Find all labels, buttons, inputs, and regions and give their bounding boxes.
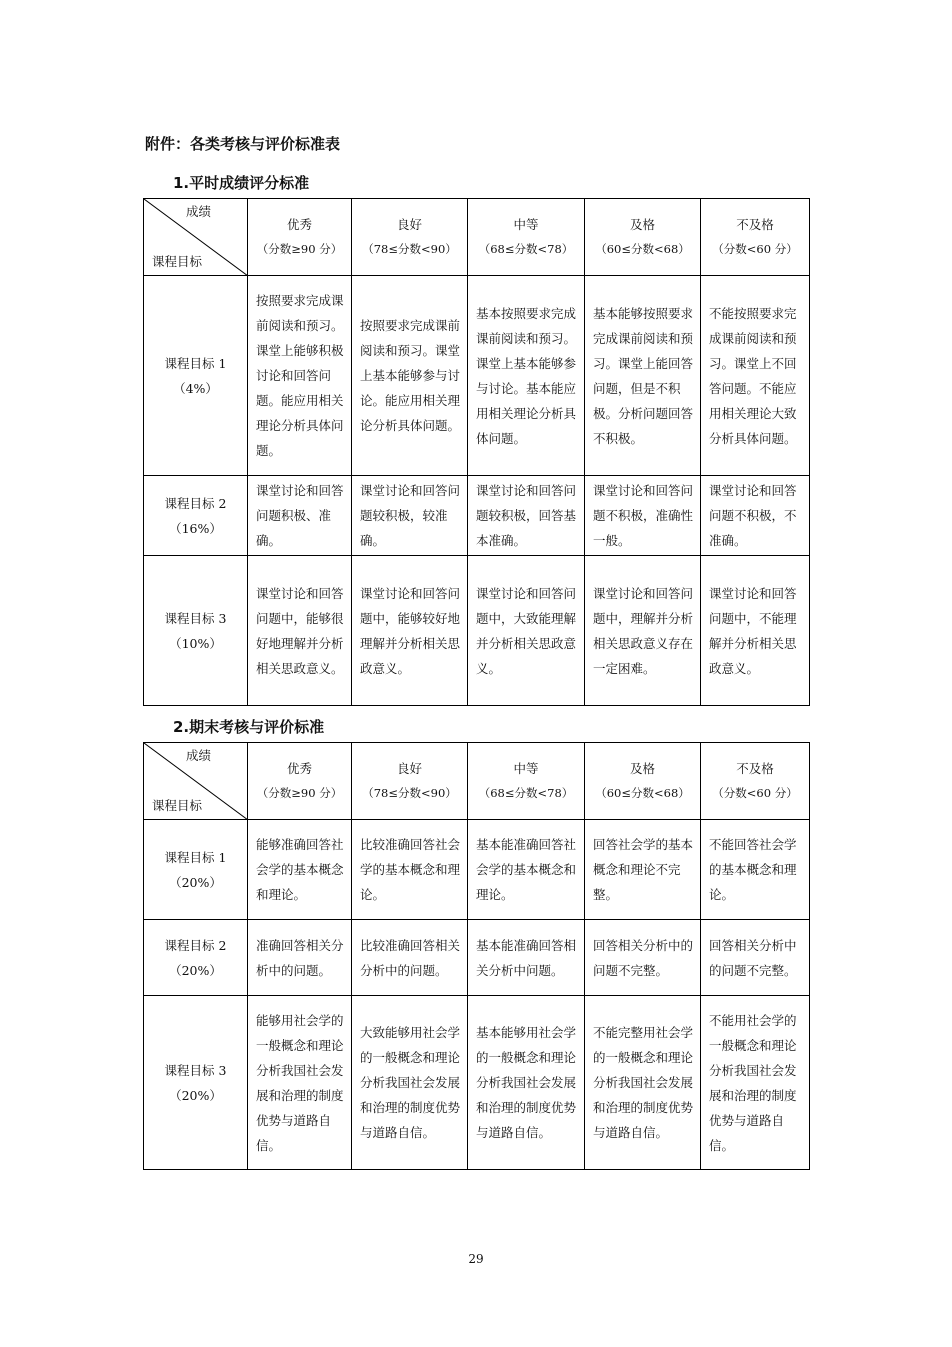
- criteria-cell: 不能回答社会学的基本概念和理论。: [701, 820, 810, 920]
- level-range: （分数<60 分）: [712, 786, 798, 800]
- criteria-cell: 课堂讨论和回答问题较积极，较准确。: [352, 476, 468, 556]
- criteria-cell: 课堂讨论和回答问题中，不能理解并分析相关思政意义。: [701, 556, 810, 706]
- table-header-row: [144, 743, 810, 820]
- criteria-cell: 不能按照要求完成课前阅读和预习。课堂上不回答问题。不能应用相关理论大致分析具体问题。: [701, 276, 810, 476]
- grading-table-2: [143, 742, 810, 1170]
- level-range: （60≤分数<68）: [595, 242, 690, 256]
- criteria-cell: 基本能准确回答相关分析中问题。: [468, 920, 585, 996]
- level-range: （分数<60 分）: [712, 242, 798, 256]
- level-name: 优秀: [286, 217, 312, 232]
- level-name: 良好: [396, 761, 422, 776]
- level-range: （68≤分数<78）: [478, 786, 574, 800]
- goal-weight: （10%）: [169, 635, 222, 651]
- criteria-cell: 能够准确回答社会学的基本概念和理论。: [248, 820, 352, 920]
- criteria-cell: 课堂讨论和回答问题不积极，不准确。: [701, 476, 810, 556]
- table-row: [144, 920, 810, 996]
- level-name: 优秀: [286, 761, 312, 776]
- criteria-cell: 按照要求完成课前阅读和预习。课堂上基本能够参与讨论。能应用相关理论分析具体问题。: [352, 276, 468, 476]
- document-title: 附件：各类考核与评价标准表: [145, 135, 341, 153]
- level-name: 及格: [629, 761, 655, 776]
- criteria-cell: 基本能够按照要求完成课前阅读和预习。课堂上能回答问题，但是不积极。分析问题回答不积极。: [585, 276, 701, 476]
- section-title-1: 1.平时成绩评分标准: [173, 174, 310, 192]
- criteria-cell: 能够用社会学的一般概念和理论分析我国社会发展和治理的制度优势与道路自信。: [248, 996, 352, 1170]
- level-header: [248, 743, 352, 820]
- goal-cell: [144, 920, 248, 996]
- criteria-cell: 基本能准确回答社会学的基本概念和理论。: [468, 820, 585, 920]
- goal-header-label: 课程目标: [152, 254, 203, 269]
- level-name: 不及格: [736, 761, 774, 776]
- goal-label: 课程目标 1: [164, 849, 227, 865]
- goal-header-label: 课程目标: [152, 798, 203, 813]
- grading-table-1: [143, 198, 810, 706]
- level-header: [468, 199, 585, 276]
- level-header: [352, 743, 468, 820]
- level-range: （68≤分数<78）: [478, 242, 574, 256]
- level-header: [248, 199, 352, 276]
- grade-header-label: 成绩: [185, 748, 211, 763]
- table-row: [144, 476, 810, 556]
- section-title-2: 2.期末考核与评价标准: [173, 718, 325, 736]
- level-header: [701, 199, 810, 276]
- level-name: 及格: [629, 217, 655, 232]
- diagonal-header-cell: [144, 743, 248, 820]
- criteria-cell: 比较准确回答社会学的基本概念和理论。: [352, 820, 468, 920]
- level-header: [701, 743, 810, 820]
- criteria-cell: 比较准确回答相关分析中的问题。: [352, 920, 468, 996]
- table-row: [144, 276, 810, 476]
- goal-weight: （16%）: [169, 520, 222, 536]
- level-header: [585, 743, 701, 820]
- criteria-cell: 课堂讨论和回答问题不积极，准确性一般。: [585, 476, 701, 556]
- criteria-cell: 准确回答相关分析中的问题。: [248, 920, 352, 996]
- criteria-cell: 回答相关分析中的问题不完整。: [701, 920, 810, 996]
- goal-label: 课程目标 2: [164, 937, 227, 953]
- goal-weight: （20%）: [169, 962, 222, 978]
- criteria-cell: 不能用社会学的一般概念和理论分析我国社会发展和治理的制度优势与道路自信。: [701, 996, 810, 1170]
- page-number: 29: [468, 1252, 484, 1266]
- level-range: （分数≥90 分）: [256, 242, 343, 256]
- level-range: （78≤分数<90）: [362, 242, 457, 256]
- level-header: [468, 743, 585, 820]
- level-range: （78≤分数<90）: [362, 786, 457, 800]
- criteria-cell: 课堂讨论和回答问题中，理解并分析相关思政意义存在一定困难。: [585, 556, 701, 706]
- criteria-cell: 按照要求完成课前阅读和预习。课堂上能够积极讨论和回答问题。能应用相关理论分析具体问题。: [248, 276, 352, 476]
- criteria-cell: 课堂讨论和回答问题较积极，回答基本准确。: [468, 476, 585, 556]
- goal-cell: [144, 476, 248, 556]
- level-header: [352, 199, 468, 276]
- level-name: 中等: [513, 217, 539, 232]
- level-name: 良好: [396, 217, 422, 232]
- table-row: [144, 996, 810, 1170]
- grade-header-label: 成绩: [185, 204, 211, 219]
- level-header: [585, 199, 701, 276]
- goal-weight: （4%）: [173, 380, 218, 396]
- level-name: 中等: [513, 761, 539, 776]
- table-row: [144, 556, 810, 706]
- goal-label: 课程目标 2: [164, 495, 227, 511]
- table-header-row: [144, 199, 810, 276]
- goal-weight: （20%）: [169, 874, 222, 890]
- criteria-cell: 不能完整用社会学的一般概念和理论分析我国社会发展和治理的制度优势与道路自信。: [585, 996, 701, 1170]
- level-range: （分数≥90 分）: [256, 786, 343, 800]
- criteria-cell: 课堂讨论和回答问题中，能够较好地理解并分析相关思政意义。: [352, 556, 468, 706]
- goal-cell: [144, 820, 248, 920]
- criteria-cell: 课堂讨论和回答问题积极、准确。: [248, 476, 352, 556]
- criteria-cell: 基本能够用社会学的一般概念和理论分析我国社会发展和治理的制度优势与道路自信。: [468, 996, 585, 1170]
- table-row: [144, 820, 810, 920]
- goal-weight: （20%）: [169, 1087, 222, 1103]
- goal-cell: [144, 996, 248, 1170]
- goal-cell: [144, 556, 248, 706]
- criteria-cell: 课堂讨论和回答问题中，能够很好地理解并分析相关思政意义。: [248, 556, 352, 706]
- criteria-cell: 大致能够用社会学的一般概念和理论分析我国社会发展和治理的制度优势与道路自信。: [352, 996, 468, 1170]
- level-name: 不及格: [736, 217, 774, 232]
- goal-label: 课程目标 1: [164, 355, 227, 371]
- diagonal-header-cell: [144, 199, 248, 276]
- criteria-cell: 回答社会学的基本概念和理论不完整。: [585, 820, 701, 920]
- criteria-cell: 课堂讨论和回答问题中，大致能理解并分析相关思政意义。: [468, 556, 585, 706]
- level-range: （60≤分数<68）: [595, 786, 690, 800]
- goal-cell: [144, 276, 248, 476]
- goal-label: 课程目标 3: [164, 610, 227, 626]
- criteria-cell: 回答相关分析中的问题不完整。: [585, 920, 701, 996]
- goal-label: 课程目标 3: [164, 1062, 227, 1078]
- criteria-cell: 基本按照要求完成课前阅读和预习。课堂上基本能够参与讨论。基本能应用相关理论分析具体问题。: [468, 276, 585, 476]
